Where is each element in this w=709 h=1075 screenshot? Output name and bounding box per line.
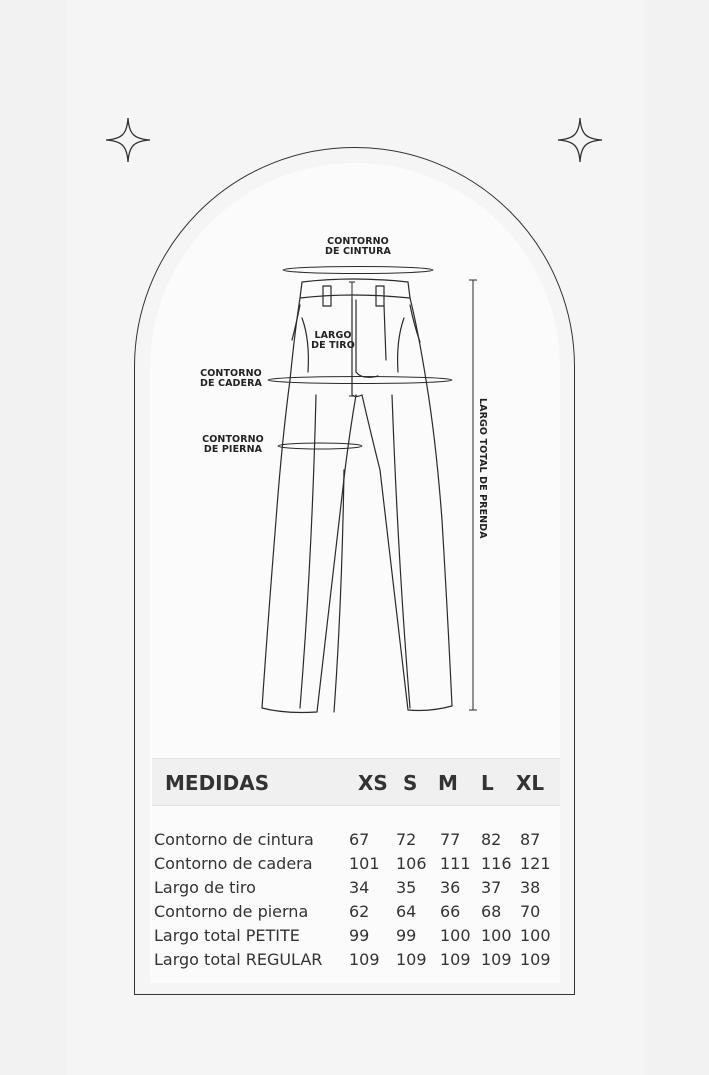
hip-label xyxy=(195,369,267,389)
cell-s: 99 xyxy=(396,926,417,945)
row-name: Contorno de cadera xyxy=(154,854,313,873)
cell-xs: 109 xyxy=(349,950,380,969)
cell-xl: 87 xyxy=(520,830,541,849)
cell-xs: 101 xyxy=(349,854,380,873)
cell-l: 82 xyxy=(481,830,502,849)
cell-xs: 99 xyxy=(349,926,370,945)
cell-s: 106 xyxy=(396,854,427,873)
waist-label-line1: CONTORNO xyxy=(327,236,389,247)
row-name: Contorno de cintura xyxy=(154,830,314,849)
cell-s: 109 xyxy=(396,950,427,969)
size-m: M xyxy=(438,771,458,795)
cell-xs: 67 xyxy=(349,830,370,849)
pants-drawing xyxy=(150,180,530,740)
cell-l: 109 xyxy=(481,950,512,969)
cell-xl: 100 xyxy=(520,926,551,945)
rise-label xyxy=(305,331,361,351)
table-row xyxy=(154,854,564,878)
size-xs: XS xyxy=(358,771,388,795)
size-s: S xyxy=(403,771,418,795)
table-title: MEDIDAS xyxy=(165,771,270,795)
cell-s: 64 xyxy=(396,902,417,921)
cell-l: 100 xyxy=(481,926,512,945)
table-row xyxy=(154,902,564,926)
cell-xl: 109 xyxy=(520,950,551,969)
waist-label-line2: DE CINTURA xyxy=(324,246,391,257)
row-name: Largo total PETITE xyxy=(154,926,300,945)
cell-l: 116 xyxy=(481,854,512,873)
cell-s: 72 xyxy=(396,830,417,849)
cell-m: 100 xyxy=(440,926,471,945)
hip-label-line2: DE CADERA xyxy=(200,378,262,389)
cell-m: 109 xyxy=(440,950,471,969)
sparkle-icon-right xyxy=(556,116,604,164)
cell-xs: 34 xyxy=(349,878,370,897)
row-name: Largo total REGULAR xyxy=(154,950,323,969)
size-l: L xyxy=(481,771,494,795)
leg-label xyxy=(197,435,269,455)
table-row xyxy=(154,830,564,854)
cell-m: 77 xyxy=(440,830,461,849)
cell-xl: 70 xyxy=(520,902,541,921)
size-xl: XL xyxy=(516,771,545,795)
table-header xyxy=(152,758,560,806)
row-name: Contorno de pierna xyxy=(154,902,309,921)
leg-label-line2: DE PIERNA xyxy=(203,444,263,455)
cell-m: 66 xyxy=(440,902,461,921)
cell-s: 35 xyxy=(396,878,417,897)
waist-label xyxy=(318,237,398,257)
row-name: Largo de tiro xyxy=(154,878,256,897)
hip-label-line1: CONTORNO xyxy=(200,368,262,379)
cell-xl: 121 xyxy=(520,854,551,873)
cell-m: 36 xyxy=(440,878,461,897)
table-row xyxy=(154,926,564,950)
leg-label-line1: CONTORNO xyxy=(202,434,264,445)
sparkle-icon-left xyxy=(104,116,152,164)
cell-l: 68 xyxy=(481,902,502,921)
rise-label-line1: LARGO xyxy=(314,330,352,341)
rise-label-line2: DE TIRO xyxy=(311,340,355,351)
cell-l: 37 xyxy=(481,878,502,897)
cell-xl: 38 xyxy=(520,878,541,897)
table-row xyxy=(154,878,564,902)
table-row xyxy=(154,950,564,974)
total-length-label: LARGO TOTAL DE PRENDA xyxy=(477,398,488,539)
cell-m: 111 xyxy=(440,854,471,873)
cell-xs: 62 xyxy=(349,902,370,921)
